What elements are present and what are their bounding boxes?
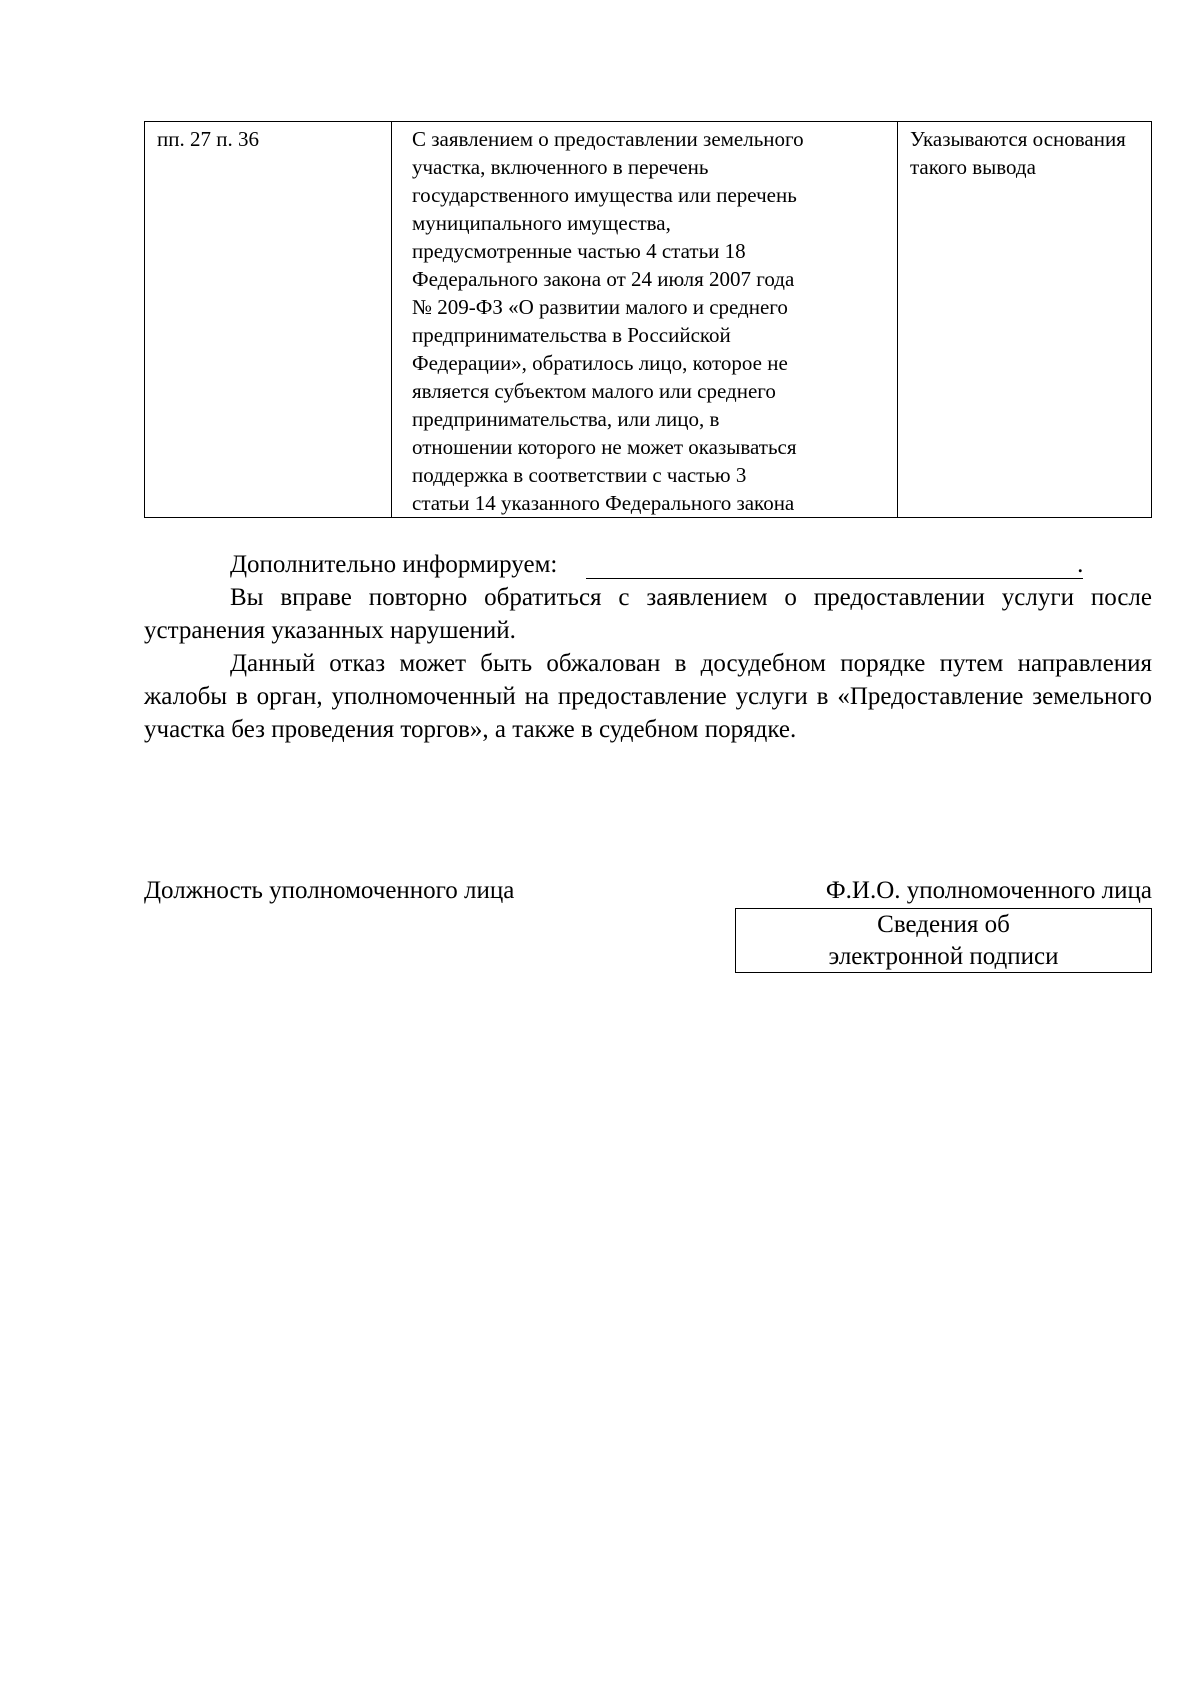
explanation-cell	[898, 122, 1152, 518]
additional-info-line	[144, 548, 1152, 581]
reason-line: является субъектом малого или среднего	[412, 379, 776, 403]
additional-info-label: Дополнительно информируем:	[230, 551, 558, 578]
repeat-application-paragraph: Вы вправе повторно обратиться с заявлением о предоставлении услуги после устранения указанных нарушений.	[144, 584, 1152, 644]
explanation-line: такого вывода	[910, 155, 1036, 179]
esign-line: Сведения об	[877, 911, 1010, 938]
electronic-signature-box	[735, 908, 1152, 973]
reason-line: муниципального имущества,	[412, 211, 671, 235]
reason-line: поддержка в соответствии с частью 3	[412, 463, 747, 487]
appeal-paragraph: Данный отказ может быть обжалован в досудебном порядке путем направления жалобы в орган, уполномоченный на предоставление услуги в «Предоставление земельного участка без проведения торгов», а также в судебном порядке.	[144, 650, 1152, 743]
reason-line: Федерального закона от 24 июля 2007 года	[412, 267, 795, 291]
reason-line: предпринимательства в Российской	[412, 323, 731, 347]
reason-line: предусмотренные частью 4 статьи 18	[412, 239, 746, 263]
refusal-reasons-table	[144, 121, 1152, 518]
reason-line: статьи 14 указанного Федерального закона	[412, 491, 795, 515]
explanation-line: Указываются основания	[910, 127, 1126, 151]
clause-reference-cell: пп. 27 п. 36	[145, 122, 392, 518]
notice-body	[144, 548, 1152, 746]
reason-line: Федерации», обратилось лицо, которое не	[412, 351, 788, 375]
esign-line: электронной подписи	[828, 943, 1059, 970]
reason-line: государственного имущества или перечень	[412, 183, 797, 207]
official-position-label: Должность уполномоченного лица	[144, 877, 515, 904]
reason-line: С заявлением о предоставлении земельного	[412, 127, 804, 151]
reason-line: участка, включенного в перечень	[412, 155, 709, 179]
reason-line: предпринимательства, или лицо, в	[412, 407, 720, 431]
official-name-label: Ф.И.О. уполномоченного лица	[825, 877, 1152, 904]
table-row	[145, 122, 1152, 518]
additional-info-field: .	[586, 552, 1083, 579]
reason-line: отношении которого не может оказываться	[412, 435, 797, 459]
refusal-reason-cell	[392, 122, 898, 518]
reason-line: № 209-ФЗ «О развитии малого и среднего	[412, 295, 788, 319]
